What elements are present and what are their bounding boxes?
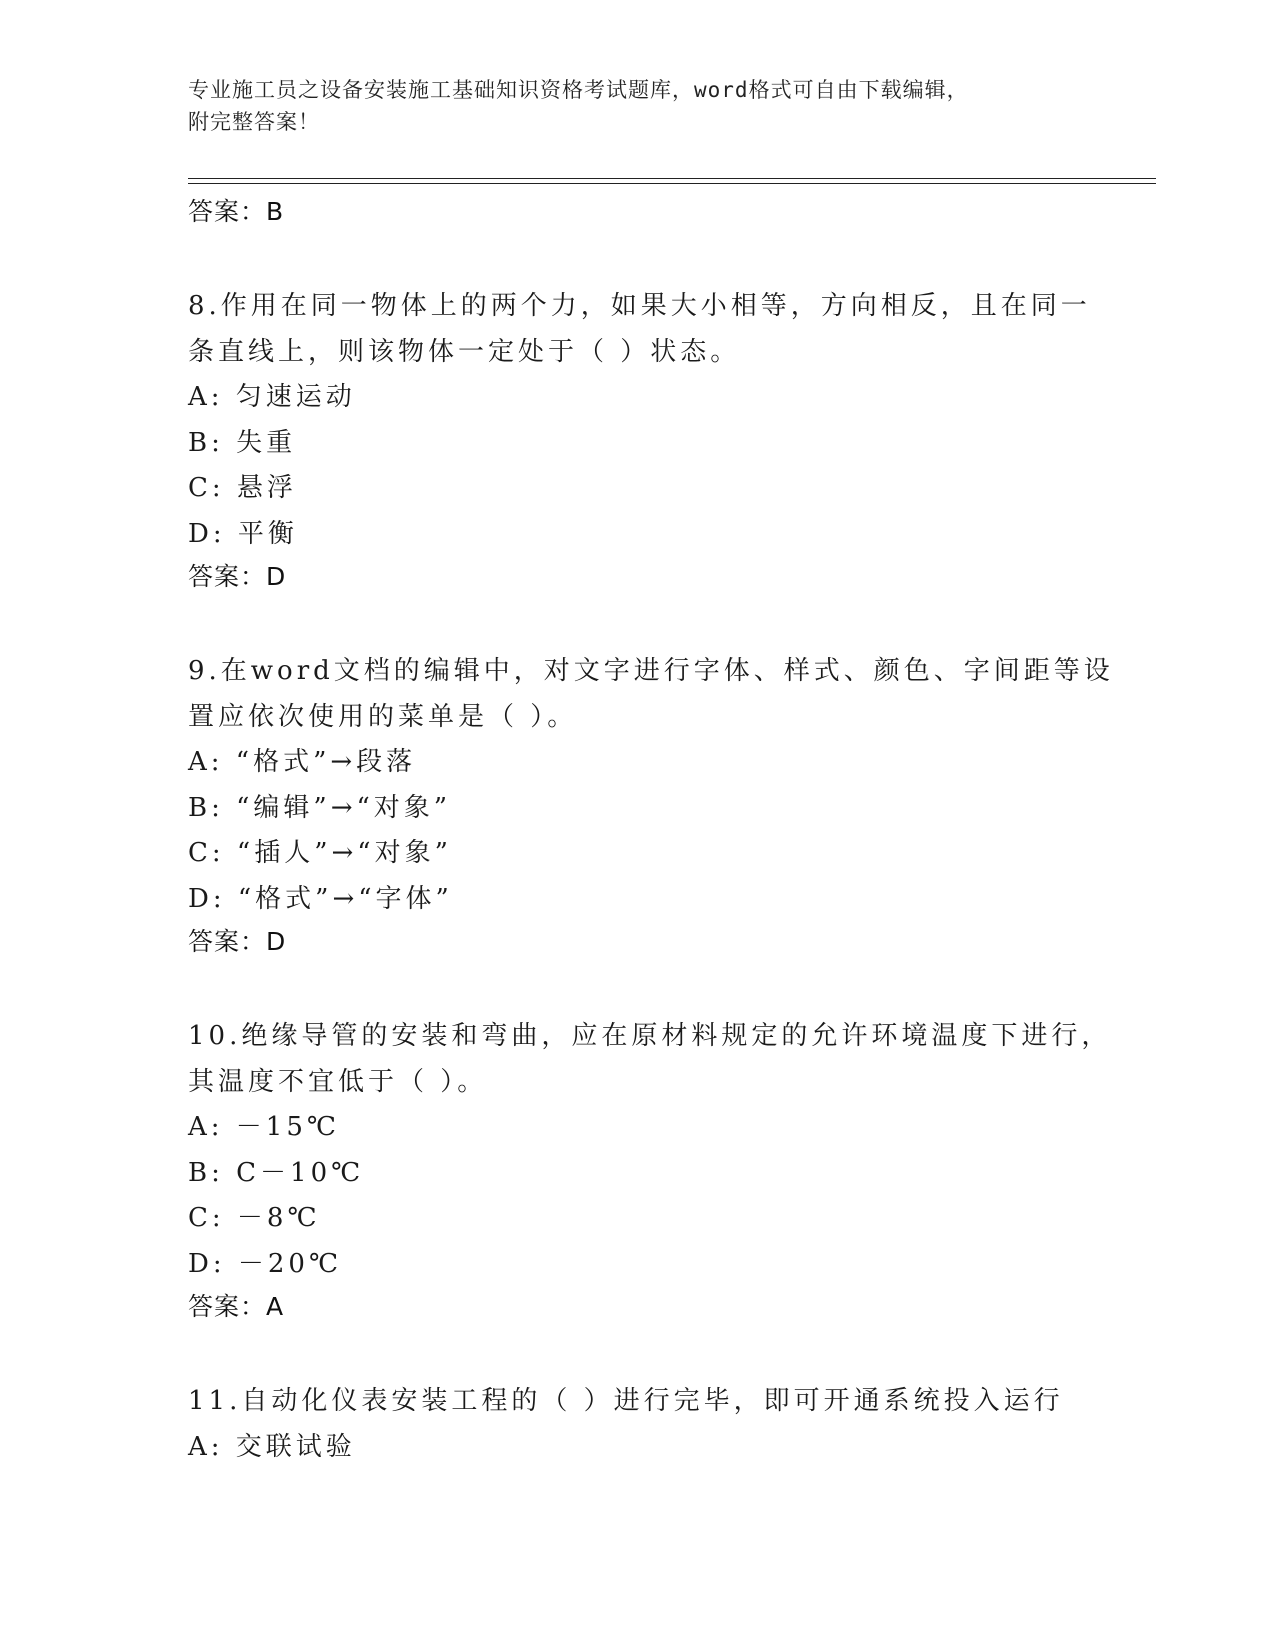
answer: 答案：A	[188, 1292, 285, 1321]
question-text-line: 9.在word文档的编辑中，对文字进行字体、样式、颜色、字间距等设	[188, 656, 1114, 686]
option-d: D: －20℃	[188, 1248, 343, 1279]
question-10	[188, 1014, 1112, 1327]
option-d: D: “格式”→“字体”	[188, 883, 453, 914]
question-11	[188, 1379, 1088, 1470]
question-text-line: 其温度不宜低于（ ）。	[188, 1066, 488, 1097]
header-line-2: 附完整答案！	[188, 110, 320, 134]
header-line-1: 专业施工员之设备安装施工基础知识资格考试题库，word格式可自由下载编辑，	[188, 78, 969, 102]
answer: 答案：D	[188, 927, 287, 956]
question-text-line: 条直线上，则该物体一定处于（ ）状态。	[188, 336, 741, 367]
option-a: A: 匀速运动	[188, 382, 356, 412]
option-c: C: “插人”→“对象”	[188, 838, 452, 868]
previous-answer: 答案：B	[188, 197, 285, 226]
option-a: A: 交联试验	[188, 1431, 356, 1462]
option-b: B: C－10℃	[188, 1157, 365, 1188]
option-b: B: “编辑”→“对象”	[188, 792, 452, 823]
question-text-line: 置应依次使用的菜单是（ ）。	[188, 701, 578, 732]
answer: 答案：D	[188, 562, 287, 591]
header-divider-bottom	[188, 183, 1156, 184]
option-a: A: －15℃	[188, 1112, 340, 1142]
document-header	[188, 74, 1068, 138]
option-c: C: －8℃	[188, 1203, 321, 1233]
option-d: D: 平衡	[188, 518, 298, 549]
question-list	[188, 192, 1114, 1470]
question-8	[188, 284, 1091, 597]
option-a: A: “格式”→段落	[188, 747, 417, 777]
question-text-line: 11.自动化仪表安装工程的（ ）进行完毕，即可开通系统投入运行	[188, 1386, 1064, 1416]
question-9	[188, 649, 1114, 962]
question-text-line: 8.作用在同一物体上的两个力，如果大小相等，方向相反，且在同一	[188, 291, 1091, 321]
option-c: C: 悬浮	[188, 473, 297, 503]
question-text-line: 10.绝缘导管的安装和弯曲，应在原材料规定的允许环境温度下进行，	[188, 1021, 1112, 1051]
header-divider-top	[188, 178, 1156, 179]
option-b: B: 失重	[188, 427, 297, 458]
